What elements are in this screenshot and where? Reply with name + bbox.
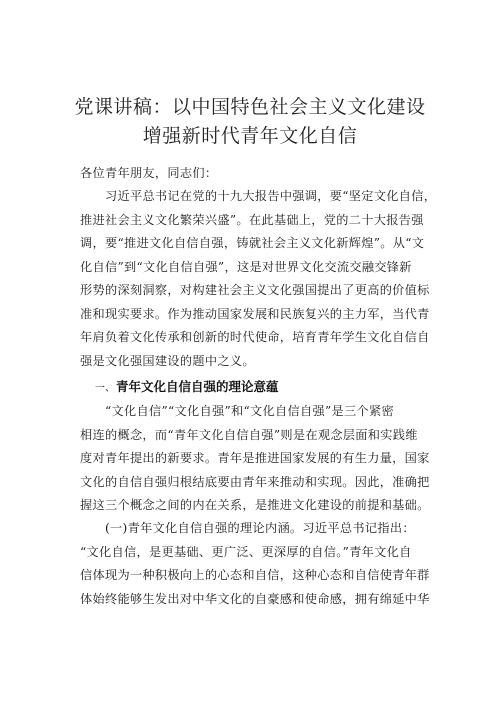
paragraph-intro bbox=[80, 185, 440, 373]
paragraph-line: 信体现为一种积极向上的心态和自信，这种心态和自信使青年群 bbox=[80, 568, 430, 582]
paragraph-line: “文化自信”“文化自强”和“文化自信自强”是三个紧密 bbox=[105, 404, 394, 418]
paragraph-line: 形势的深刻洞察，对构建社会主义文化强国提出了更高的价值标 bbox=[80, 283, 430, 297]
paragraph-line: 握这三个概念之间的内在关系，是推进文化建设的前提和基础。 bbox=[80, 498, 430, 512]
document-title-line-2: 增强新时代青年文化自信 bbox=[142, 125, 358, 147]
paragraph-connotation bbox=[80, 517, 440, 611]
greeting-text: 各位青年朋友，同志们： bbox=[80, 166, 218, 180]
paragraph-line: 体始终能够生发出对中华文化的自豪感和使命感，拥有绵延中华 bbox=[80, 591, 430, 606]
paragraph-line: 准和现实要求。作为推动国家发展和民族复兴的主力军，当代青 bbox=[80, 306, 430, 321]
paragraph-line: (一)青年文化自信自强的理论内涵。习近平总书记指出： bbox=[105, 521, 415, 535]
paragraph-line: 调，要“推进文化自信自强，铸就社会主义文化新辉煌”。从“文 bbox=[80, 236, 425, 250]
paragraph-line: 年肩负着文化传承和创新的时代使命，培育青年学生文化自信自 bbox=[80, 330, 430, 344]
section-heading-text: 青年文化自信自强的理论意蕴 bbox=[116, 379, 279, 394]
section-heading bbox=[95, 377, 279, 395]
paragraph-line: 习近平总书记在党的十九大报告中强调，要“坚定文化自信， bbox=[105, 189, 437, 203]
paragraph-line: 相连的概念，而“青年文化自信自强”则是在观念层面和实践维 bbox=[80, 427, 418, 442]
paragraph-concepts bbox=[80, 400, 440, 518]
paragraph-line: 化自信”到“文化自信自强”，这是对世界文化交流交融交锋新 bbox=[80, 259, 412, 274]
section-marker: 一、 bbox=[95, 383, 115, 394]
greeting bbox=[80, 162, 440, 186]
document-title-line-1: 党课讲稿：以中国特色社会主义文化建设 bbox=[74, 96, 426, 118]
paragraph-line: “文化自信，是更基础、更广泛、更深厚的自信。”青年文化自 bbox=[80, 544, 412, 559]
paragraph-line: 度对青年提出的新要求。青年是推进国家发展的有生力量，国家 bbox=[80, 451, 430, 465]
paragraph-line: 文化的自信自强归根结底要由青年来推动和实现。因此，准确把 bbox=[80, 474, 430, 489]
paragraph-line: 强是文化强国建设的题中之义。 bbox=[80, 353, 255, 368]
paragraph-line: 推进社会主义文化繁荣兴盛”。在此基础上，党的二十大报告强 bbox=[80, 212, 424, 227]
